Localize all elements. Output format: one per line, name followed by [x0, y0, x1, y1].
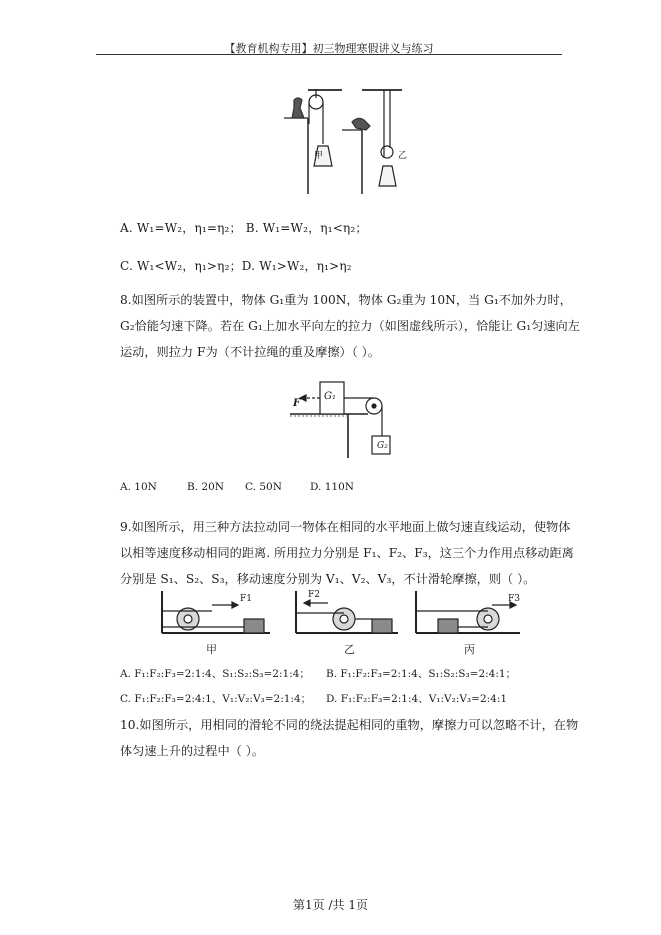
q9-label-yi: 乙: [344, 643, 355, 656]
q7-label-jia: 甲: [314, 151, 324, 161]
q10-question: 10.如图所示，用相同的滑轮不同的绕法提起相同的重物，摩擦力可以忽略不计，在物体匀速上升的过程中（ ）。: [120, 718, 579, 758]
page-footer: 第1页 /共 1页: [293, 898, 368, 912]
q9-figure: [158, 591, 523, 639]
q7-options-line-2: C. W₁<W₂，η₁>η₂；D. W₁>W₂，η₁>η₂: [120, 259, 352, 273]
q8-option-d: D. 110N: [310, 481, 354, 493]
q9-label-bing: 丙: [464, 643, 475, 656]
header-rule: [96, 54, 562, 55]
q8-label-g1: G₁: [324, 391, 336, 402]
q9-label-f1: F1: [240, 594, 252, 604]
q8-option-b: B. 20N: [187, 481, 224, 493]
q9-option-d: D. F₁:F₂:F₃=2:1:4、V₁:V₂:V₃=2:4:1: [326, 693, 508, 705]
q9-label-f3: F3: [508, 594, 520, 604]
q8-question: 8.如图所示的装置中，物体 G₁重为 100N，物体 G₂重为 10N，当 G₁不加外力时，G₂恰能匀速下降。若在 G₁上加水平向左的拉力（如图虚线所示），恰能让 G₁匀速向左运动，则拉力 F为（不计拉绳的重及摩擦）（ ）。: [120, 293, 580, 359]
q7-label-yi: 乙: [398, 151, 408, 161]
q8-label-f: F: [293, 398, 301, 409]
q8-label-g2: G₂: [377, 441, 388, 451]
q9-option-a: A. F₁:F₂:F₃=2:1:4、S₁:S₂:S₃=2:1:4；: [120, 668, 310, 680]
q9-option-c: C. F₁:F₂:F₃=2:4:1、V₁:V₂:V₃=2:1:4；: [120, 693, 312, 705]
q9-question: 9.如图所示，用三种方法拉动同一物体在相同的水平地面上做匀速直线运动，使物体以相等速度移动相同的距离. 所用拉力分别是 F₁、F₂、F₃，这三个力作用点移动距离分别是 S₁、S₂、S₃，移动速度分别为 V₁、V₂、V₃，不计滑轮摩擦，则（ ）。: [120, 520, 574, 586]
page-header: 【教育机构专用】初三物理寒假讲义与练习: [224, 42, 434, 55]
q7-figure: [280, 86, 410, 196]
q8-option-a: A. 10N: [120, 481, 157, 493]
q8-option-c: C. 50N: [245, 481, 282, 493]
q9-option-b: B. F₁:F₂:F₃=2:1:4、S₁:S₂:S₃=2:4:1；: [326, 668, 517, 680]
q9-label-f2: F2: [308, 590, 320, 600]
q9-label-jia: 甲: [206, 643, 217, 656]
q7-options-line-1: A. W₁=W₂，η₁=η₂； B. W₁=W₂，η₁<η₂；: [120, 221, 368, 235]
